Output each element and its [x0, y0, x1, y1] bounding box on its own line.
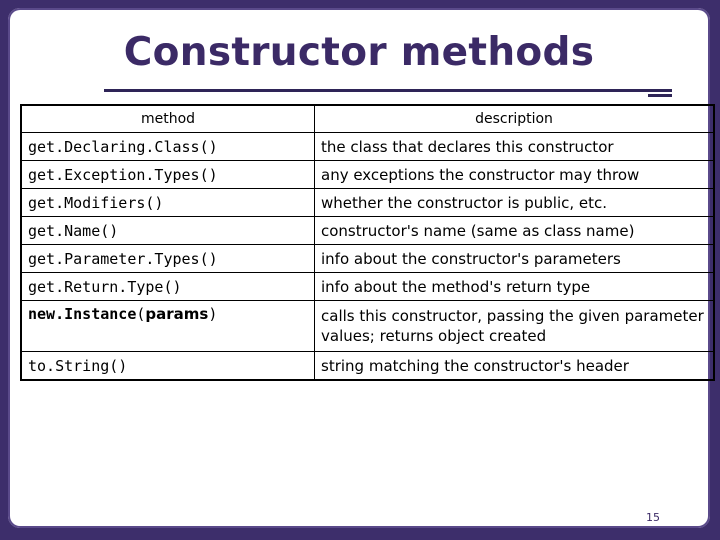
- method-cell: to.String(): [21, 352, 315, 381]
- table-row: [21, 273, 714, 301]
- methods-table: [20, 104, 715, 381]
- method-cell: get.Parameter.Types(): [21, 245, 315, 273]
- description-cell: info about the method's return type: [315, 273, 715, 301]
- method-cell: [21, 301, 315, 352]
- method-cell: get.Return.Type(): [21, 273, 315, 301]
- table-row: [21, 189, 714, 217]
- table-row: [21, 217, 714, 245]
- description-column-header: description: [315, 105, 715, 133]
- method-param: params: [145, 305, 209, 323]
- description-cell: constructor's name (same as class name): [315, 217, 715, 245]
- method-name: new.Instance: [28, 305, 137, 323]
- table-row: [21, 245, 714, 273]
- description-cell: info about the constructor's parameters: [315, 245, 715, 273]
- method-cell: get.Exception.Types(): [21, 161, 315, 189]
- slide-title: Constructor methods: [123, 30, 595, 75]
- description-cell: string matching the constructor's header: [315, 352, 715, 381]
- page-number: 15: [646, 511, 660, 524]
- table-header-row: [21, 105, 714, 133]
- table-row: [21, 301, 714, 352]
- title-underline-accent: [648, 94, 672, 97]
- description-cell: whether the constructor is public, etc.: [315, 189, 715, 217]
- method-column-header: method: [21, 105, 315, 133]
- title-underline: [104, 89, 672, 92]
- method-close-paren: ): [208, 305, 218, 323]
- description-cell: any exceptions the constructor may throw: [315, 161, 715, 189]
- method-open-paren: (: [136, 305, 146, 323]
- method-cell: get.Name(): [21, 217, 315, 245]
- table-row: [21, 161, 714, 189]
- table-row: [21, 133, 714, 161]
- description-cell: calls this constructor, passing the given parameter values; returns object created: [315, 301, 715, 352]
- table-row: [21, 352, 714, 381]
- method-cell: get.Declaring.Class(): [21, 133, 315, 161]
- method-cell: get.Modifiers(): [21, 189, 315, 217]
- description-cell: the class that declares this constructor: [315, 133, 715, 161]
- slide: [8, 8, 710, 528]
